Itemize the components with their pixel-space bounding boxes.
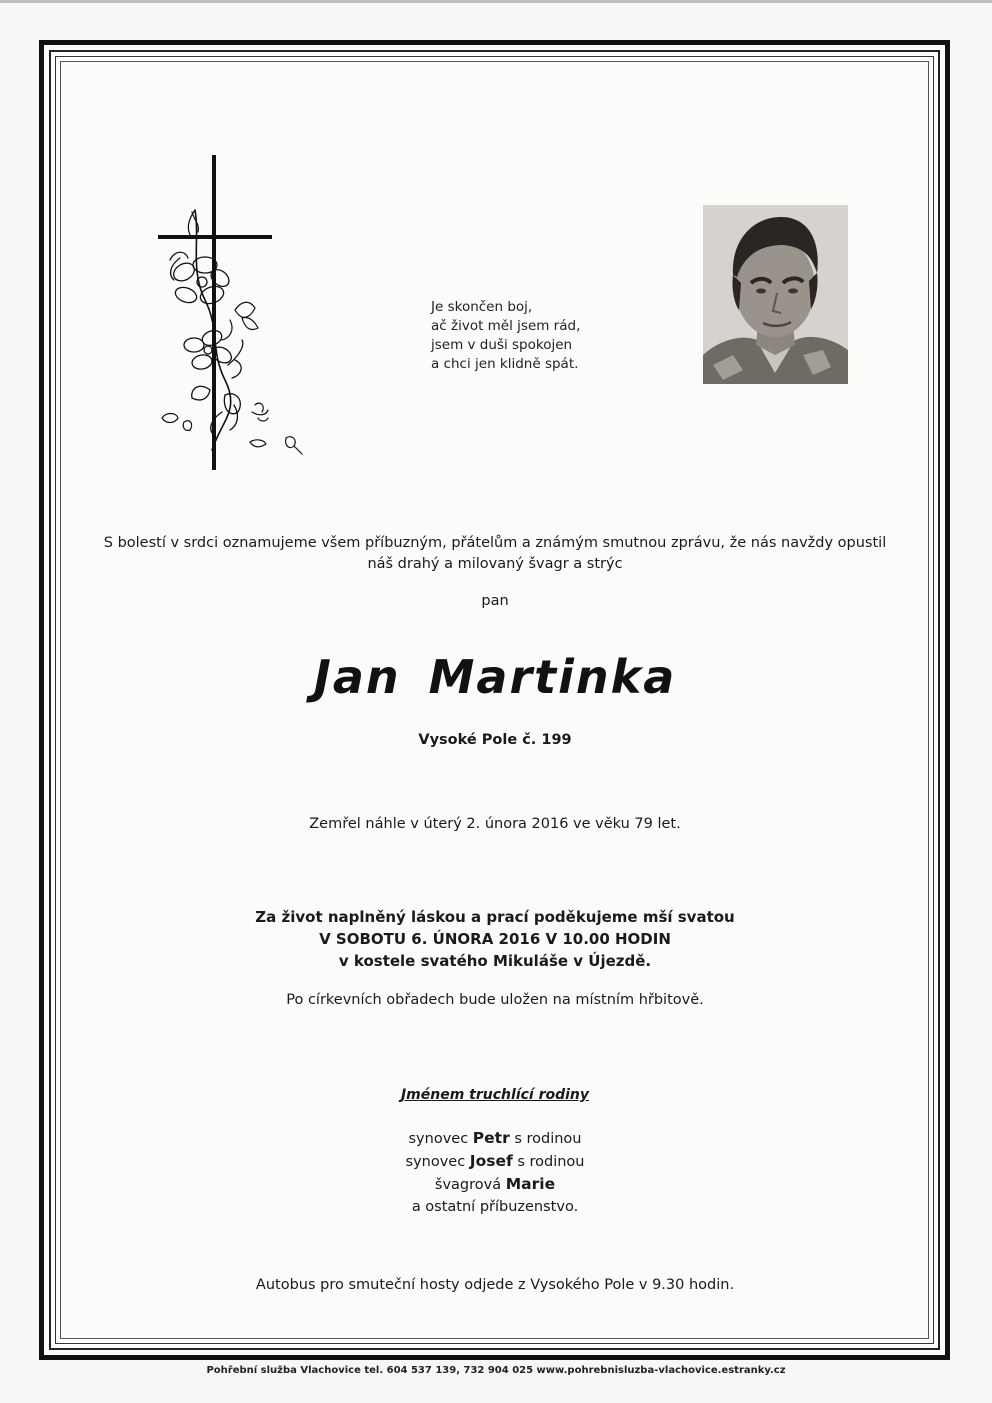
funeral-line-3: v kostele svatého Mikuláše v Újezdě. xyxy=(338,952,652,970)
family-title: Jménem truchlící rodiny xyxy=(400,1087,590,1103)
title-prefix: pan xyxy=(481,593,509,609)
cross-with-flowers-icon xyxy=(150,150,320,475)
announcement-line-2: náš drahý a milovaný švagr a strýc xyxy=(367,556,623,572)
deceased-last-name: Martinka xyxy=(428,650,677,704)
deceased-address: Vysoké Pole č. 199 xyxy=(418,732,572,748)
announcement xyxy=(60,533,930,575)
poem-line: Je skončen boj, xyxy=(431,299,533,315)
announcement-line-1: S bolestí v srdci oznamujeme všem příbuzným, přátelům a známým smutnou zprávu, že nás navždy opustil xyxy=(103,535,887,551)
family-member-name: Petr xyxy=(472,1129,510,1147)
family-suffix: s rodinou xyxy=(517,1154,585,1170)
family-list xyxy=(60,1127,930,1218)
poem-line: jsem v duši spokojen xyxy=(431,337,573,353)
poem xyxy=(431,298,631,374)
family-relation: švagrová xyxy=(434,1177,502,1193)
funeral-details xyxy=(60,906,930,972)
funeral-line-1: Za život naplněný láskou a prací poděkujeme mší svatou xyxy=(255,908,735,926)
family-relation: synovec xyxy=(405,1154,466,1170)
family-closing: a ostatní příbuzenstvo. xyxy=(411,1199,579,1215)
portrait-photo xyxy=(703,205,848,384)
family-member-name: Marie xyxy=(505,1175,556,1193)
funeral-line-2: V SOBOTU 6. ÚNORA 2016 V 10.00 HODIN xyxy=(319,930,671,948)
family-suffix: s rodinou xyxy=(514,1131,582,1147)
funeral-service-footer: Pohřební služba Vlachovice tel. 604 537 139, 732 904 025 www.pohrebnisluzba-vlachovice.estranky.cz xyxy=(206,1365,786,1376)
deceased-first-name: Jan xyxy=(313,650,401,704)
burial-notice: Po církevních obřadech bude uložen na místním hřbitově. xyxy=(286,992,704,1008)
family-member-name: Josef xyxy=(469,1152,513,1170)
family-relation: synovec xyxy=(408,1131,469,1147)
poem-line: a chci jen klidně spát. xyxy=(431,356,579,372)
deceased-name xyxy=(60,650,930,704)
death-notice: Zemřel náhle v úterý 2. února 2016 ve věku 79 let. xyxy=(309,816,681,832)
page-top-edge xyxy=(0,0,992,3)
family-member xyxy=(60,1127,930,1150)
family-member xyxy=(60,1173,930,1196)
poem-line: ač život měl jsem rád, xyxy=(431,318,581,334)
bus-note: Autobus pro smuteční hosty odjede z Vysokého Pole v 9.30 hodin. xyxy=(255,1277,735,1293)
portrait-image-icon xyxy=(703,205,848,384)
family-member xyxy=(60,1150,930,1173)
